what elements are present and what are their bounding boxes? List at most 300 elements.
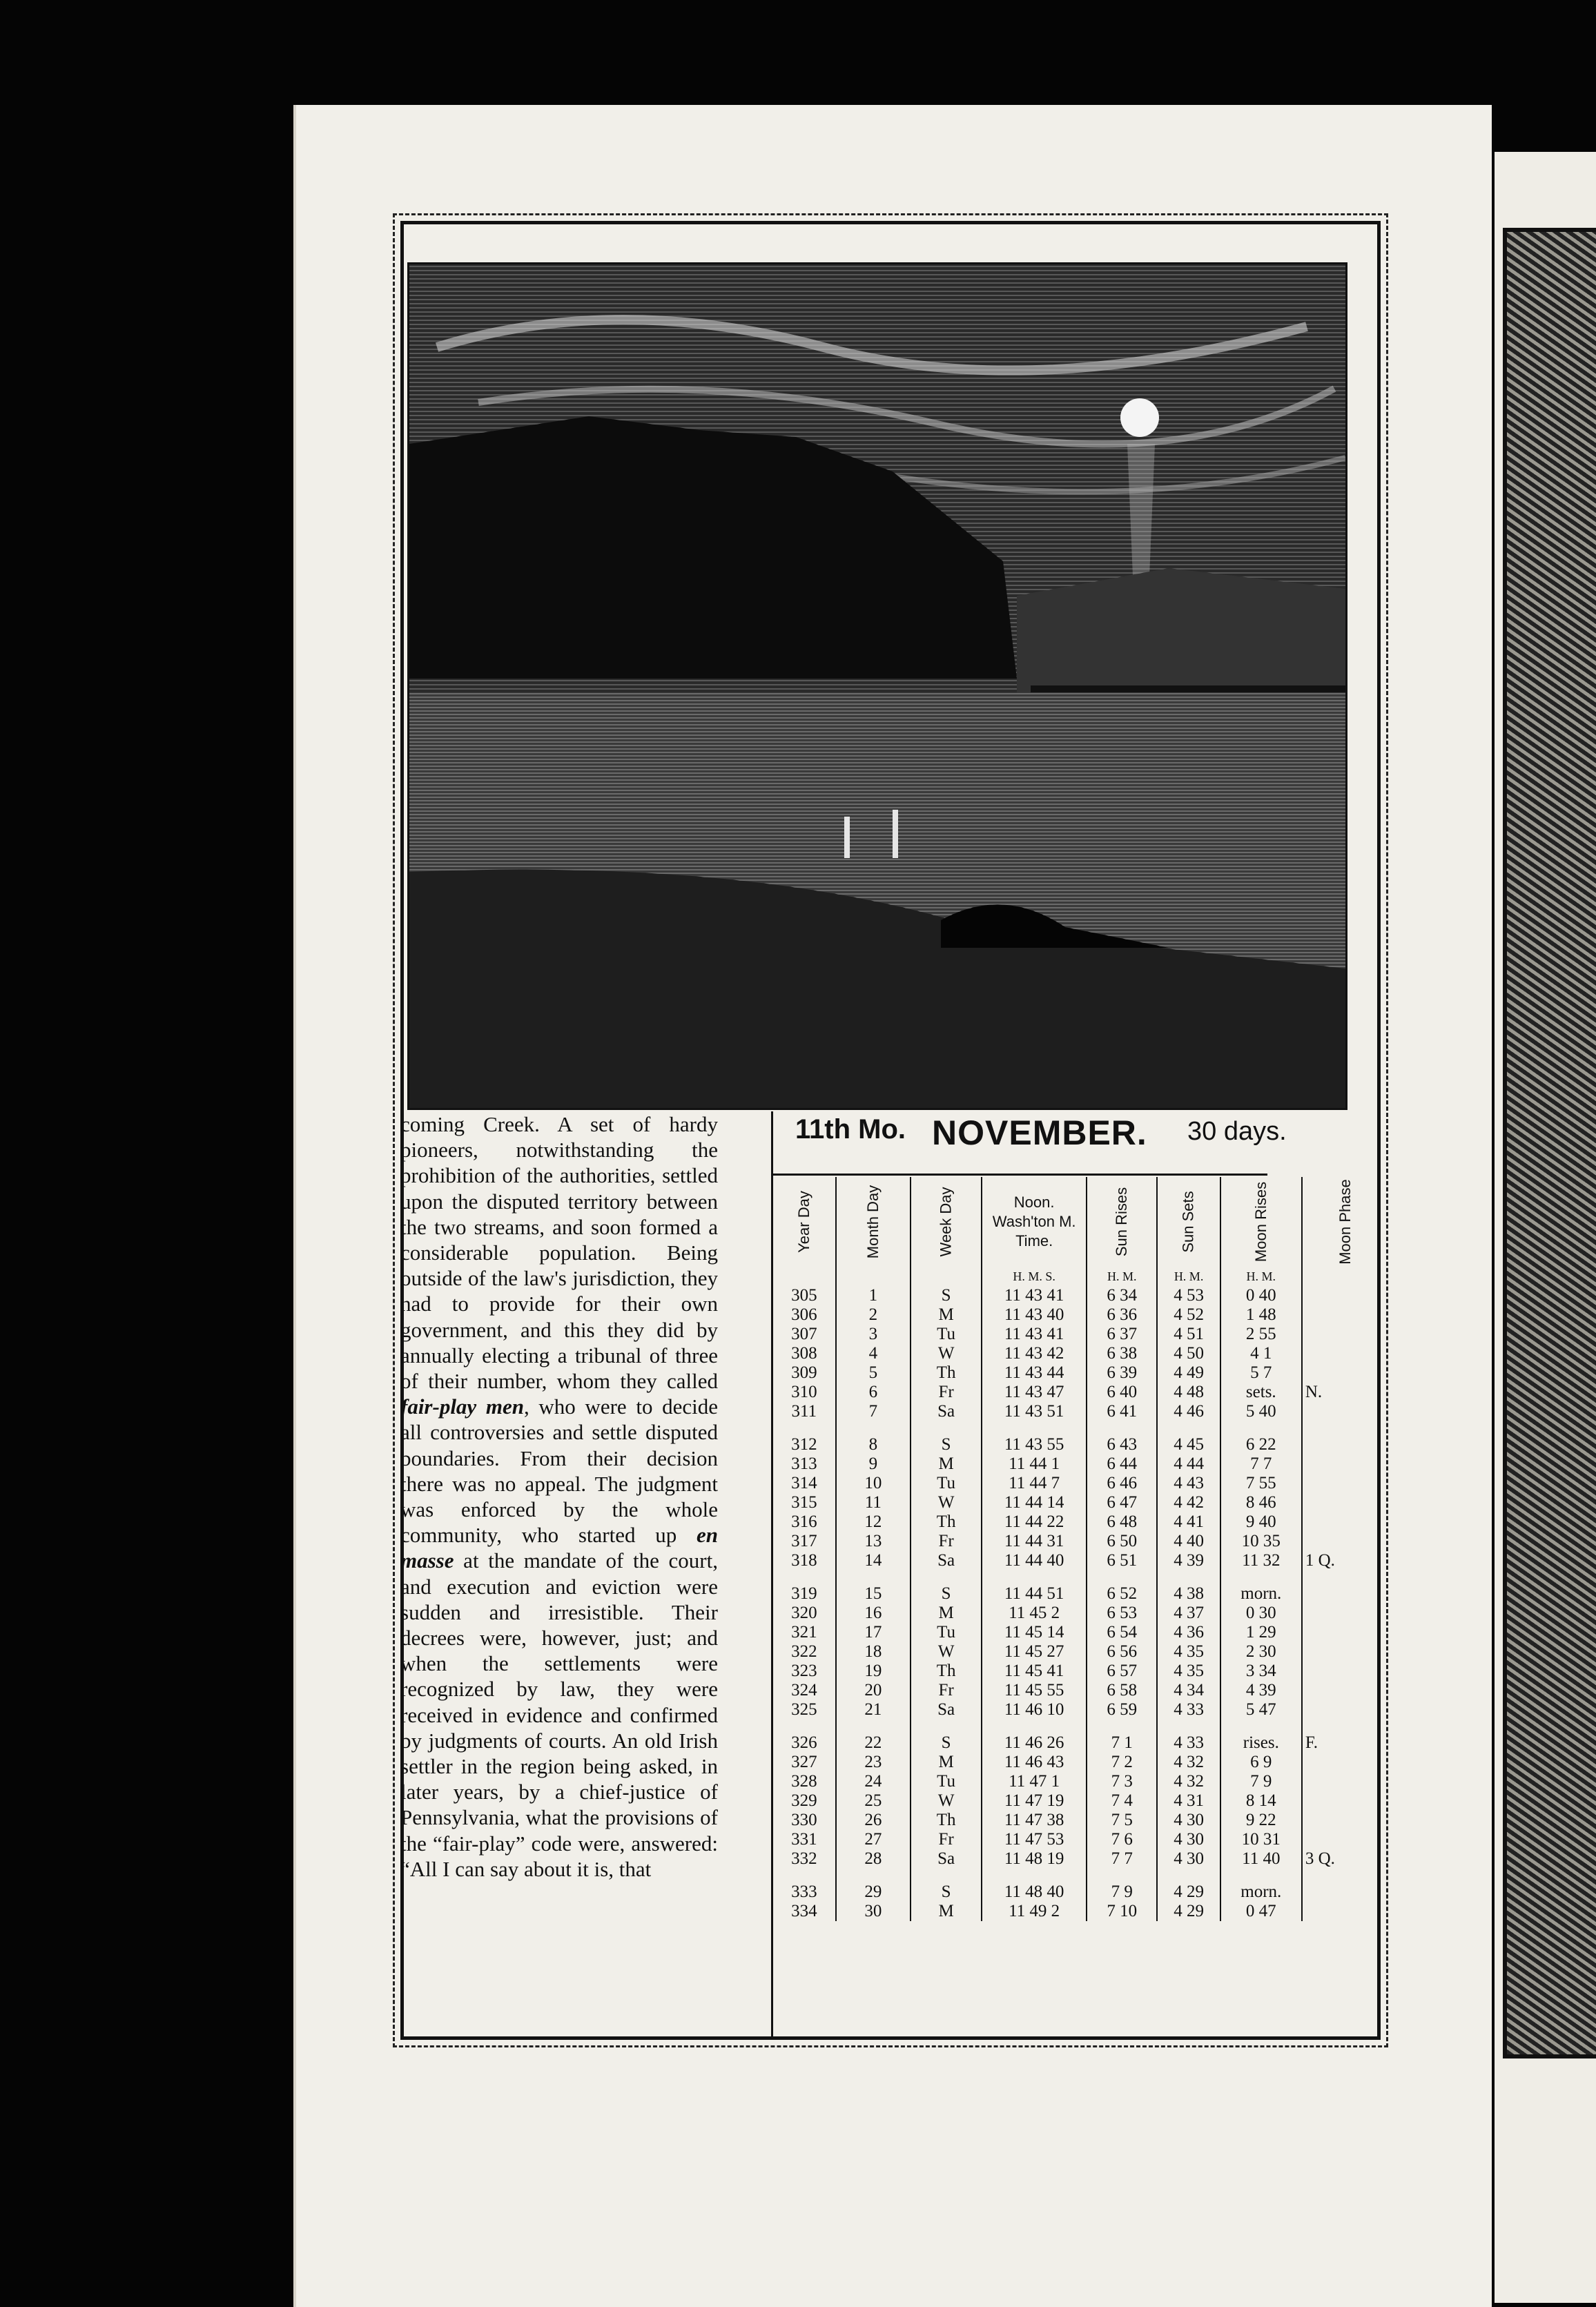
units-row <box>773 1267 1388 1286</box>
table-row <box>773 1532 1388 1551</box>
table-cell: 23 <box>836 1753 911 1772</box>
table-cell: Sa <box>911 1402 982 1421</box>
table-cell: 311 <box>773 1402 836 1421</box>
table-cell: 7 7 <box>1220 1454 1302 1474</box>
table-cell: 327 <box>773 1753 836 1772</box>
table-cell: 6 50 <box>1087 1532 1157 1551</box>
table-cell: 6 51 <box>1087 1551 1157 1570</box>
table-cell: 7 10 <box>1087 1902 1157 1921</box>
week-gap <box>773 1421 1388 1435</box>
unit-cell <box>1302 1267 1388 1286</box>
almanac-body <box>773 1267 1388 1921</box>
table-cell: 18 <box>836 1642 911 1662</box>
table-cell: 6 52 <box>1087 1584 1157 1604</box>
col-year-day: Year Day <box>773 1177 836 1267</box>
table-cell: 11 44 1 <box>982 1454 1087 1474</box>
table-cell: W <box>911 1791 982 1811</box>
table-cell: morn. <box>1220 1882 1302 1902</box>
table-cell: 322 <box>773 1642 836 1662</box>
table-cell: 4 30 <box>1157 1849 1220 1869</box>
table-cell: 325 <box>773 1700 836 1720</box>
table-cell: 29 <box>836 1882 911 1902</box>
table-row <box>773 1551 1388 1570</box>
table-cell: sets. <box>1220 1383 1302 1402</box>
table-cell: Sa <box>911 1700 982 1720</box>
table-cell: 6 53 <box>1087 1604 1157 1623</box>
table-cell: 4 42 <box>1157 1493 1220 1512</box>
table-cell: 4 38 <box>1157 1584 1220 1604</box>
table-cell: 8 14 <box>1220 1791 1302 1811</box>
table-cell: 11 48 19 <box>982 1849 1087 1869</box>
table-cell: 6 41 <box>1087 1402 1157 1421</box>
table-cell: 6 46 <box>1087 1474 1157 1493</box>
table-cell <box>1302 1882 1388 1902</box>
table-cell: 6 58 <box>1087 1681 1157 1700</box>
unit-cell <box>836 1267 911 1286</box>
table-cell: 8 46 <box>1220 1493 1302 1512</box>
table-cell: 26 <box>836 1811 911 1830</box>
column-headers <box>773 1177 1388 1267</box>
table-cell: 11 43 42 <box>982 1344 1087 1363</box>
table-cell: Th <box>911 1662 982 1681</box>
table-cell: 3 34 <box>1220 1662 1302 1681</box>
table-cell: Th <box>911 1811 982 1830</box>
col-moon-phase: Moon Phase <box>1336 1179 1354 1265</box>
table-cell: 7 5 <box>1087 1811 1157 1830</box>
table-cell: 11 49 2 <box>982 1902 1087 1921</box>
table-cell: 4 52 <box>1157 1305 1220 1325</box>
table-cell: 12 <box>836 1512 911 1532</box>
table-row <box>773 1584 1388 1604</box>
table-cell: 21 <box>836 1700 911 1720</box>
days-count: 30 days. <box>1187 1117 1287 1146</box>
table-cell: 4 46 <box>1157 1402 1220 1421</box>
table-cell: 7 9 <box>1087 1882 1157 1902</box>
table-cell: 1 <box>836 1286 911 1305</box>
table-cell: 11 47 53 <box>982 1830 1087 1849</box>
unit-cell <box>911 1267 982 1286</box>
table-cell: 330 <box>773 1811 836 1830</box>
table-cell: 10 <box>836 1474 911 1493</box>
table-cell: 11 44 14 <box>982 1493 1087 1512</box>
table-cell: 9 40 <box>1220 1512 1302 1532</box>
table-cell: M <box>911 1305 982 1325</box>
table-cell: 7 6 <box>1087 1830 1157 1849</box>
table-cell <box>1302 1474 1388 1493</box>
table-row <box>773 1623 1388 1642</box>
table-cell: 6 48 <box>1087 1512 1157 1532</box>
table-row <box>773 1811 1388 1830</box>
narrative-text <box>400 1111 718 2009</box>
table-cell: 4 51 <box>1157 1325 1220 1344</box>
table-cell <box>1302 1286 1388 1305</box>
table-cell <box>1302 1772 1388 1791</box>
table-cell: 6 9 <box>1220 1753 1302 1772</box>
table-cell: 8 <box>836 1435 911 1454</box>
table-cell <box>1302 1344 1388 1363</box>
week-gap <box>773 1570 1388 1584</box>
table-cell <box>1302 1325 1388 1344</box>
table-cell: 9 <box>836 1454 911 1474</box>
table-cell: M <box>911 1604 982 1623</box>
table-cell: 318 <box>773 1551 836 1570</box>
table-cell: 5 40 <box>1220 1402 1302 1421</box>
table-cell: 7 55 <box>1220 1474 1302 1493</box>
table-cell: 2 55 <box>1220 1325 1302 1344</box>
table-cell: 315 <box>773 1493 836 1512</box>
table-cell: 317 <box>773 1532 836 1551</box>
table-row <box>773 1830 1388 1849</box>
table-cell: 9 22 <box>1220 1811 1302 1830</box>
table-cell: M <box>911 1454 982 1474</box>
table-cell: Tu <box>911 1325 982 1344</box>
table-cell: F. <box>1305 1733 1318 1752</box>
table-cell: 6 34 <box>1087 1286 1157 1305</box>
col-moon-rises: Moon Rises <box>1220 1177 1302 1267</box>
table-cell: 6 <box>836 1383 911 1402</box>
table-cell: Fr <box>911 1830 982 1849</box>
table-cell: 2 <box>836 1305 911 1325</box>
table-cell: 7 7 <box>1087 1849 1157 1869</box>
table-cell: W <box>911 1642 982 1662</box>
table-row <box>773 1325 1388 1344</box>
table-cell <box>1302 1454 1388 1474</box>
table-cell: 6 59 <box>1087 1700 1157 1720</box>
table-cell <box>1302 1512 1388 1532</box>
table-cell: 4 33 <box>1157 1700 1220 1720</box>
table-cell: 15 <box>836 1584 911 1604</box>
table-cell: M <box>911 1902 982 1921</box>
table-cell: 6 47 <box>1087 1493 1157 1512</box>
table-cell: Sa <box>911 1551 982 1570</box>
table-cell: 11 46 26 <box>982 1733 1087 1753</box>
table-cell: 333 <box>773 1882 836 1902</box>
table-cell: 11 43 40 <box>982 1305 1087 1325</box>
table-cell: 309 <box>773 1363 836 1383</box>
table-row <box>773 1753 1388 1772</box>
table-cell: 306 <box>773 1305 836 1325</box>
table-cell: 11 47 1 <box>982 1772 1087 1791</box>
table-cell: 4 31 <box>1157 1791 1220 1811</box>
term-en-masse: en masse <box>400 1523 718 1573</box>
calendar-header <box>787 1113 1353 1154</box>
table-cell: 4 1 <box>1220 1344 1302 1363</box>
table-cell: 6 40 <box>1087 1383 1157 1402</box>
table-cell: 11 47 38 <box>982 1811 1087 1830</box>
table-cell: 314 <box>773 1474 836 1493</box>
table-cell: 323 <box>773 1662 836 1681</box>
table-cell: S <box>911 1882 982 1902</box>
table-cell: 11 32 <box>1220 1551 1302 1570</box>
table-row <box>773 1882 1388 1902</box>
table-cell: 16 <box>836 1604 911 1623</box>
table-cell: N. <box>1305 1383 1323 1401</box>
table-cell: 6 22 <box>1220 1435 1302 1454</box>
table-cell: 7 2 <box>1087 1753 1157 1772</box>
table-cell: 1 48 <box>1220 1305 1302 1325</box>
text-part-2: , who were to decide all controversies and settle disputed boundaries. From their decision there was no appeal. The judgment was enforced by the whole community, who started up <box>400 1394 719 1548</box>
table-cell: 11 <box>836 1493 911 1512</box>
table-cell: 308 <box>773 1344 836 1363</box>
table-cell: W <box>911 1344 982 1363</box>
table-cell: 27 <box>836 1830 911 1849</box>
table-cell <box>1302 1681 1388 1700</box>
table-cell: 25 <box>836 1791 911 1811</box>
table-cell: 4 34 <box>1157 1681 1220 1700</box>
table-cell: Th <box>911 1363 982 1383</box>
table-cell <box>1302 1532 1388 1551</box>
col-month-day: Month Day <box>836 1177 911 1267</box>
unit-cell: H. M. S. <box>982 1267 1087 1286</box>
table-cell: 324 <box>773 1681 836 1700</box>
table-row <box>773 1849 1388 1869</box>
table-cell: 6 57 <box>1087 1662 1157 1681</box>
col-sun-rises: Sun Rises <box>1087 1177 1157 1267</box>
table-cell: 10 31 <box>1220 1830 1302 1849</box>
table-cell: 4 45 <box>1157 1435 1220 1454</box>
table-row <box>773 1604 1388 1623</box>
narrative-paragraph <box>400 1111 718 1882</box>
table-cell: S <box>911 1584 982 1604</box>
table-row <box>773 1454 1388 1474</box>
table-cell: 0 47 <box>1220 1902 1302 1921</box>
table-cell: Fr <box>911 1383 982 1402</box>
table-cell: 11 43 41 <box>982 1325 1087 1344</box>
table-row <box>773 1305 1388 1325</box>
table-row <box>773 1363 1388 1383</box>
table-cell: 334 <box>773 1902 836 1921</box>
table-cell: 331 <box>773 1830 836 1849</box>
table-row <box>773 1493 1388 1512</box>
table-cell: 320 <box>773 1604 836 1623</box>
table-cell: morn. <box>1220 1584 1302 1604</box>
table-cell: 11 43 44 <box>982 1363 1087 1383</box>
table-cell <box>1302 1753 1388 1772</box>
table-cell: 6 36 <box>1087 1305 1157 1325</box>
table-cell: 6 38 <box>1087 1344 1157 1363</box>
table-row <box>773 1791 1388 1811</box>
table-cell <box>1302 1402 1388 1421</box>
table-cell: 14 <box>836 1551 911 1570</box>
table-cell: 4 33 <box>1157 1733 1220 1753</box>
table-row <box>773 1662 1388 1681</box>
table-cell <box>1302 1493 1388 1512</box>
unit-cell: H. M. <box>1157 1267 1220 1286</box>
table-row <box>773 1733 1388 1753</box>
table-cell: 313 <box>773 1454 836 1474</box>
table-cell: Sa <box>911 1849 982 1869</box>
header-rule <box>773 1174 1267 1176</box>
table-cell: 3 Q. <box>1305 1849 1335 1868</box>
table-cell: 4 48 <box>1157 1383 1220 1402</box>
table-cell: W <box>911 1493 982 1512</box>
table-cell: 321 <box>773 1623 836 1642</box>
table-cell: Tu <box>911 1772 982 1791</box>
table-cell: 17 <box>836 1623 911 1642</box>
table-cell: 4 39 <box>1157 1551 1220 1570</box>
table-row <box>773 1383 1388 1402</box>
table-cell: 11 45 41 <box>982 1662 1087 1681</box>
table-cell: 6 56 <box>1087 1642 1157 1662</box>
table-cell: 332 <box>773 1849 836 1869</box>
almanac-table <box>773 1177 1388 1921</box>
table-cell: 28 <box>836 1849 911 1869</box>
table-cell: 20 <box>836 1681 911 1700</box>
table-cell: 1 29 <box>1220 1623 1302 1642</box>
table-cell <box>1302 1435 1388 1454</box>
table-cell: 4 32 <box>1157 1772 1220 1791</box>
table-cell: 316 <box>773 1512 836 1532</box>
table-cell: 11 43 47 <box>982 1383 1087 1402</box>
table-cell: 11 45 14 <box>982 1623 1087 1642</box>
table-cell: 11 46 43 <box>982 1753 1087 1772</box>
table-cell: 6 43 <box>1087 1435 1157 1454</box>
table-cell: 11 45 55 <box>982 1681 1087 1700</box>
table-cell: 30 <box>836 1902 911 1921</box>
table-cell: 11 43 41 <box>982 1286 1087 1305</box>
table-cell: 11 43 51 <box>982 1402 1087 1421</box>
table-cell: 4 36 <box>1157 1623 1220 1642</box>
table-cell: 0 40 <box>1220 1286 1302 1305</box>
right-page-edge <box>1495 152 1596 2303</box>
col-week-day: Week Day <box>911 1177 982 1267</box>
table-cell: 11 44 22 <box>982 1512 1087 1532</box>
table-cell: 4 35 <box>1157 1642 1220 1662</box>
month-name: NOVEMBER. <box>932 1113 1147 1152</box>
table-cell <box>1302 1811 1388 1830</box>
table-row <box>773 1435 1388 1454</box>
table-cell <box>1302 1305 1388 1325</box>
table-row <box>773 1512 1388 1532</box>
table-row <box>773 1700 1388 1720</box>
table-cell: 4 32 <box>1157 1753 1220 1772</box>
table-cell <box>1302 1830 1388 1849</box>
table-cell: Tu <box>911 1623 982 1642</box>
text-part-1: coming Creek. A set of hardy pioneers, notwithstanding the prohibition of the authorities, settled upon the disputed territory between the two streams, and soon formed a considerable population. Being outside of the law's jurisdiction, they had to provide for their own government, and this they did by annually electing a tribunal of three of their number, whom they called <box>400 1112 718 1394</box>
table-row <box>773 1902 1388 1921</box>
unit-cell: H. M. <box>1220 1267 1302 1286</box>
table-cell <box>1302 1604 1388 1623</box>
table-cell: 4 37 <box>1157 1604 1220 1623</box>
col-noon-time: Noon. Wash'ton M. Time. <box>982 1177 1087 1267</box>
table-row <box>773 1402 1388 1421</box>
table-cell: 5 7 <box>1220 1363 1302 1383</box>
table-cell: 4 41 <box>1157 1512 1220 1532</box>
table-cell: 6 44 <box>1087 1454 1157 1474</box>
table-cell <box>1302 1902 1388 1921</box>
table-row <box>773 1474 1388 1493</box>
table-cell: 4 29 <box>1157 1902 1220 1921</box>
table-cell: 4 43 <box>1157 1474 1220 1493</box>
table-cell: 11 46 10 <box>982 1700 1087 1720</box>
table-cell: 4 30 <box>1157 1811 1220 1830</box>
table-cell: 11 47 19 <box>982 1791 1087 1811</box>
table-cell: 10 35 <box>1220 1532 1302 1551</box>
table-cell: 4 44 <box>1157 1454 1220 1474</box>
table-cell: 13 <box>836 1532 911 1551</box>
engraving-svg <box>409 264 1345 1108</box>
unit-cell <box>773 1267 836 1286</box>
table-cell: 4 53 <box>1157 1286 1220 1305</box>
table-cell: 0 30 <box>1220 1604 1302 1623</box>
table-cell: 328 <box>773 1772 836 1791</box>
unit-cell: H. M. <box>1087 1267 1157 1286</box>
table-cell <box>1302 1700 1388 1720</box>
table-cell: 4 35 <box>1157 1662 1220 1681</box>
table-cell: 6 39 <box>1087 1363 1157 1383</box>
table-row <box>773 1344 1388 1363</box>
table-cell <box>1302 1584 1388 1604</box>
table-cell: 4 50 <box>1157 1344 1220 1363</box>
table-cell: Fr <box>911 1681 982 1700</box>
table-cell: 310 <box>773 1383 836 1402</box>
table-cell: 6 54 <box>1087 1623 1157 1642</box>
table-cell: S <box>911 1435 982 1454</box>
table-cell: 4 40 <box>1157 1532 1220 1551</box>
table-cell: 312 <box>773 1435 836 1454</box>
week-gap <box>773 1720 1388 1733</box>
table-cell: 4 30 <box>1157 1830 1220 1849</box>
table-cell: S <box>911 1733 982 1753</box>
table-cell: 4 <box>836 1344 911 1363</box>
table-cell: 24 <box>836 1772 911 1791</box>
table-cell: 326 <box>773 1733 836 1753</box>
table-cell: 4 29 <box>1157 1882 1220 1902</box>
table-cell: 11 48 40 <box>982 1882 1087 1902</box>
table-cell: 7 9 <box>1220 1772 1302 1791</box>
table-cell: 22 <box>836 1733 911 1753</box>
table-cell: 11 44 51 <box>982 1584 1087 1604</box>
table-cell: 11 44 40 <box>982 1551 1087 1570</box>
table-cell <box>1302 1791 1388 1811</box>
table-cell: 11 40 <box>1220 1849 1302 1869</box>
moon <box>1120 398 1159 437</box>
table-cell <box>1302 1662 1388 1681</box>
text-part-3: at the mandate of the court, and execution and eviction were sudden and irresistible. Their decrees were, however, just; and when the settlements were recognized by law, they were received in evidence and confirmed by judgments of courts. An old Irish settler in the region being asked, in later years, by a chief-justice of Pennsylvania, what the provisions of the “fair-play” code were, answered: “All I can say about it is, that <box>400 1548 718 1881</box>
table-cell: S <box>911 1286 982 1305</box>
table-cell: Fr <box>911 1532 982 1551</box>
table-row <box>773 1642 1388 1662</box>
table-cell: 4 49 <box>1157 1363 1220 1383</box>
month-number: 11th Mo. <box>795 1114 906 1145</box>
table-cell: 2 30 <box>1220 1642 1302 1662</box>
term-fair-play-men: fair-play men <box>400 1394 524 1419</box>
week-gap <box>773 1869 1388 1882</box>
table-cell: 1 Q. <box>1305 1551 1335 1570</box>
table-cell: 7 3 <box>1087 1772 1157 1791</box>
table-cell: 5 47 <box>1220 1700 1302 1720</box>
table-cell: 5 <box>836 1363 911 1383</box>
table-cell: 4 39 <box>1220 1681 1302 1700</box>
table-cell: 3 <box>836 1325 911 1344</box>
table-cell: 11 43 55 <box>982 1435 1087 1454</box>
table-cell: M <box>911 1753 982 1772</box>
table-cell: 11 44 31 <box>982 1532 1087 1551</box>
table-cell: 307 <box>773 1325 836 1344</box>
table-cell <box>1302 1623 1388 1642</box>
table-row <box>773 1772 1388 1791</box>
table-cell: rises. <box>1220 1733 1302 1753</box>
table-cell: 11 44 7 <box>982 1474 1087 1493</box>
table-row <box>773 1681 1388 1700</box>
table-cell: 11 45 27 <box>982 1642 1087 1662</box>
table-cell: 7 4 <box>1087 1791 1157 1811</box>
table-cell: 329 <box>773 1791 836 1811</box>
table-cell: Tu <box>911 1474 982 1493</box>
table-cell: 7 1 <box>1087 1733 1157 1753</box>
table-cell: Th <box>911 1512 982 1532</box>
table-cell: 319 <box>773 1584 836 1604</box>
